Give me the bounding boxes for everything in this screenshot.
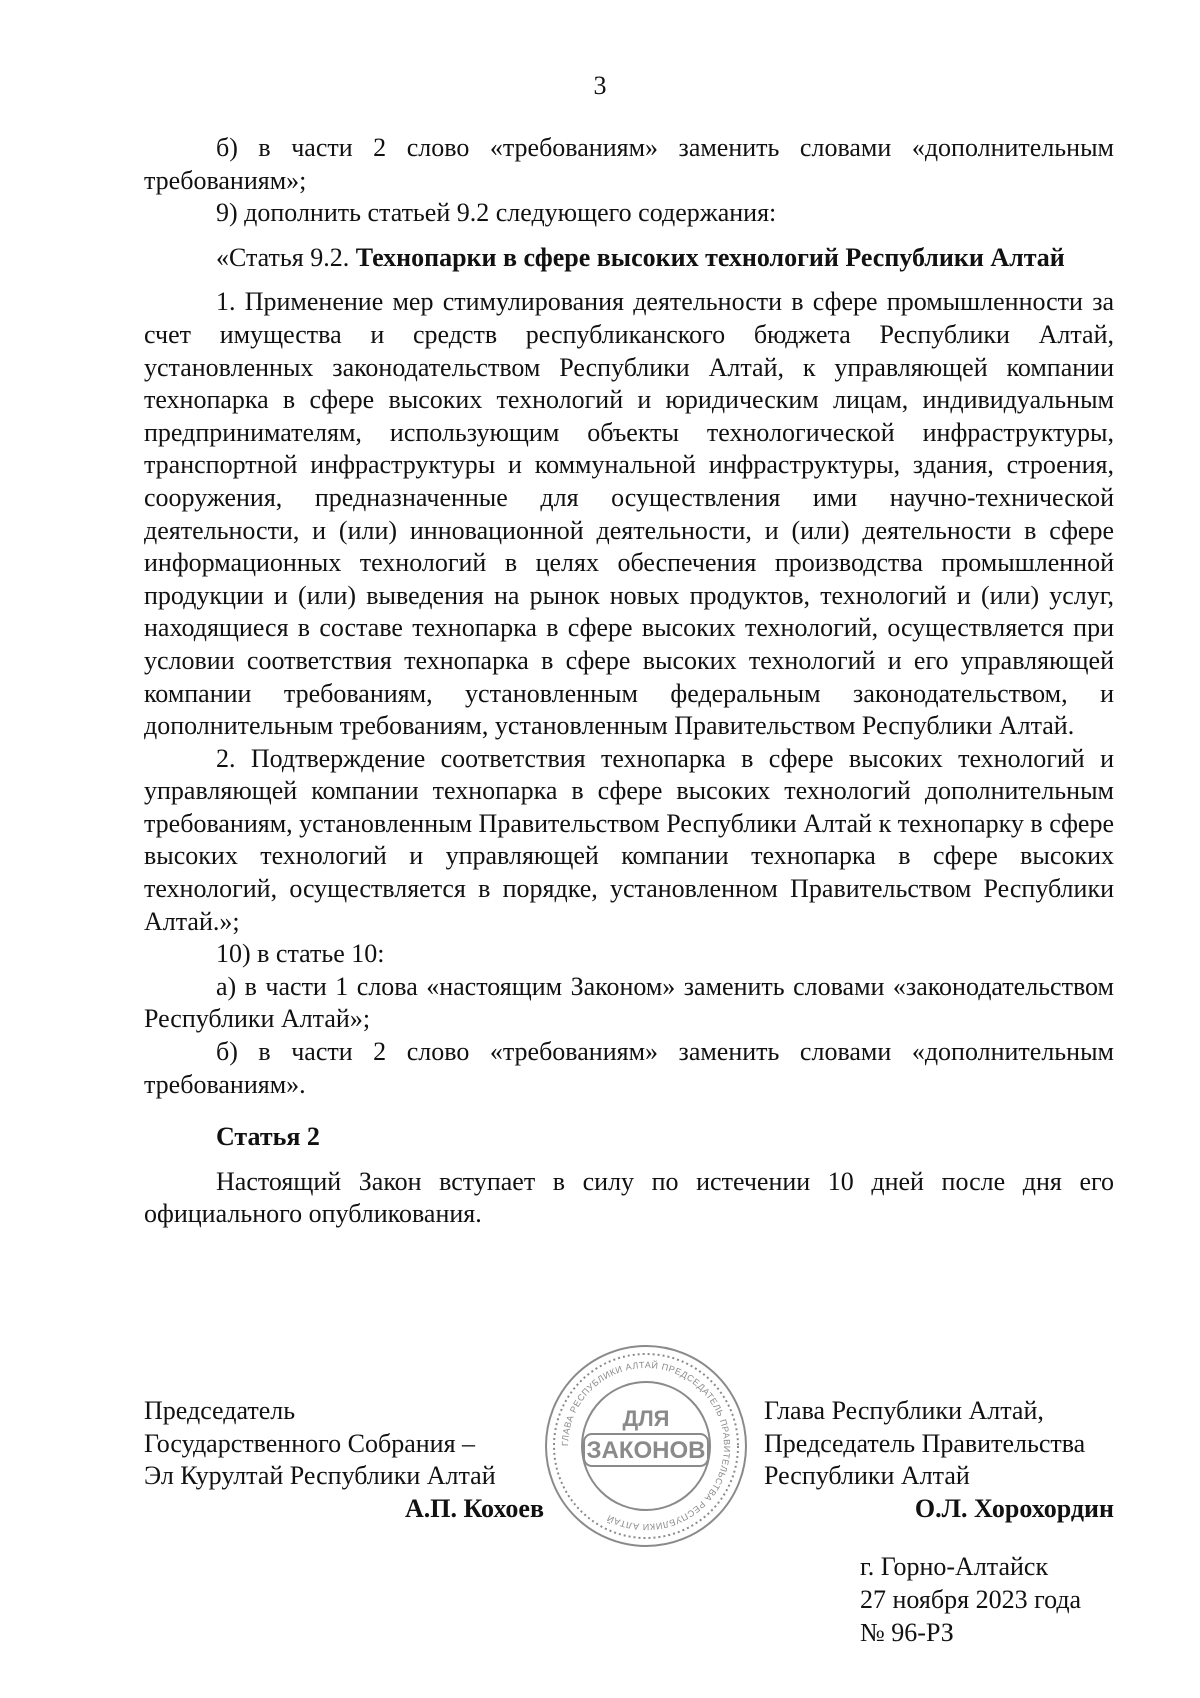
signatory-right-title-3: Республики Алтай: [764, 1461, 970, 1491]
seal-center-line-2: ЗАКОНОВ: [586, 1437, 706, 1464]
signatory-left-title-3: Эл Курултай Республики Алтай: [144, 1461, 496, 1491]
seal-center-line-1: ДЛЯ: [622, 1406, 670, 1431]
paragraph-entry-into-force: Настоящий Закон вступает в силу по истечении 10 дней после дня его официального опубликования.: [144, 1166, 1114, 1229]
paragraph-article-9-2-part-1: 1. Применение мер стимулирования деятельности в сфере промышленности за счет имущества и средств республиканского бюджета Республики Алтай, установленных законодательством Республики Алтай, к управляющей компании технопарка в сфере высоких технологий и юридическим лицам, индивидуальным предпринимателям, использующим объекты технологической инфраструктуры, транспортной инфраструктуры и коммунальной инфраструктуры, здания, строения, сооружения, предназначенные для осуществления ими научно-технической деятельности, и (или) инновационной деятельности, и (или) деятельности в сфере информационных технологий в целях обеспечения производства промышленной продукции и (или) выведения на рынок новых продуктов, технологий и (или) услуг, находящиеся в составе технопарка в сфере высоких технологий, осуществляется при условии соответствия технопарка в сфере высоких технологий и его управляющей компании требованиям, установленным федеральным законодательством, и дополнительным требованиям, установленным Правительством Республики Алтай.: [144, 287, 1114, 741]
official-seal: [540, 1340, 752, 1552]
signatory-right-title-1: Глава Республики Алтай,: [764, 1396, 1044, 1425]
signatory-right-title-2: Председатель Правительства: [764, 1428, 1086, 1458]
document-body: [144, 132, 1114, 1231]
date: 27 ноября 2023 года: [860, 1585, 1082, 1614]
paragraph-amend-part-2: б) в части 2 слово «требованиям» заменить словами «дополнительным требованиям»;: [144, 133, 1114, 195]
place-date-block: [860, 1550, 1120, 1649]
paragraph-add-article: 9) дополнить статьей 9.2 следующего содержания:: [216, 198, 777, 228]
paragraph-article-10-part-1: а) в части 1 слова «настоящим Законом» заменить словами «законодательством Республики Алтай»;: [144, 971, 1114, 1034]
article-2-heading: Статья 2: [216, 1122, 320, 1152]
seal-ring-text-path: ГЛАВА РЕСПУБЛИКИ АЛТАЙ ПРЕДСЕДАТЕЛЬ ПРАВИТЕЛЬСТВА РЕСПУБЛИКИ АЛТАЙ: [559, 1359, 733, 1533]
city: г. Горно-Алтайск: [860, 1552, 1049, 1581]
law-number: № 96-РЗ: [860, 1618, 954, 1647]
signature-block-right: [764, 1395, 1114, 1525]
signatory-left-title-1: Председатель: [144, 1396, 296, 1425]
article-9-2-prefix: «Статья 9.2.: [216, 242, 356, 272]
page-number: 3: [593, 71, 607, 100]
paragraph-article-10-part-2: б) в части 2 слово «требованиям» заменить словами «дополнительным требованиям».: [144, 1037, 1114, 1099]
paragraph-article-10: 10) в статье 10:: [216, 939, 385, 969]
article-9-2-title: Технопарки в сфере высоких технологий Республики Алтай: [355, 242, 1065, 272]
article-9-2-heading: [144, 242, 1114, 275]
signatory-left-name: А.П. Кохоев: [404, 1493, 544, 1523]
signatory-right-name: О.Л. Хорохордин: [914, 1493, 1114, 1523]
paragraph-article-9-2-part-2: 2. Подтверждение соответствия технопарка в сфере высоких технологий и управляющей компании технопарка в сфере высоких технологий дополнительным требованиям, установленным Правительством Республики Алтай к технопарку в сфере высоких технологий и управляющей компании технопарка в сфере высоких технологий, осуществляется в порядке, установленном Правительством Республики Алтай.»;: [144, 743, 1114, 936]
signatory-left-title-2: Государственного Собрания –: [144, 1428, 476, 1458]
signature-block-left: [144, 1395, 544, 1525]
